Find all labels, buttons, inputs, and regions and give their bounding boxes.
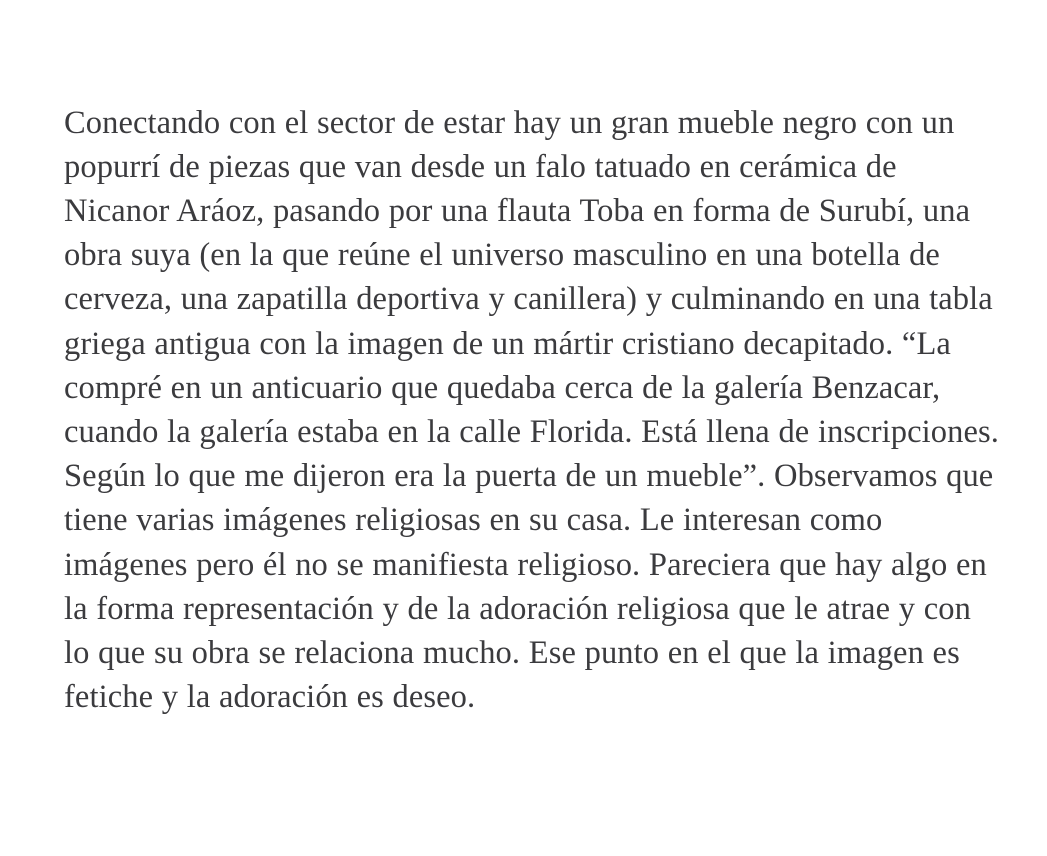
body-paragraph: Conectando con el sector de estar hay un gran mueble negro con un popurrí de piezas que van desde un falo tatuado en cerámica de Nicanor Aráoz, pasando por una flauta Toba en forma de Surubí, una obra suya (en la que reúne el universo masculino en una botella de cerveza, una zapatilla deportiva y canillera) y culminando en una tabla griega antigua con la imagen de un mártir cristiano decapitado. “La compré en un anticuario que quedaba cerca de la galería Benzacar, cuando la galería estaba en la calle Florida. Está llena de inscripciones. Según lo que me dijeron era la puerta de un mueble”. Observamos que tiene varias imágenes religiosas en su casa. Le interesan como imágenes pero él no se manifiesta religioso. Pareciera que hay algo en la forma representación y de la adoración religiosa que le atrae y con lo que su obra se relaciona mucho. Ese punto en el que la imagen es fetiche y la adoración es deseo. (64, 104, 1008, 716)
